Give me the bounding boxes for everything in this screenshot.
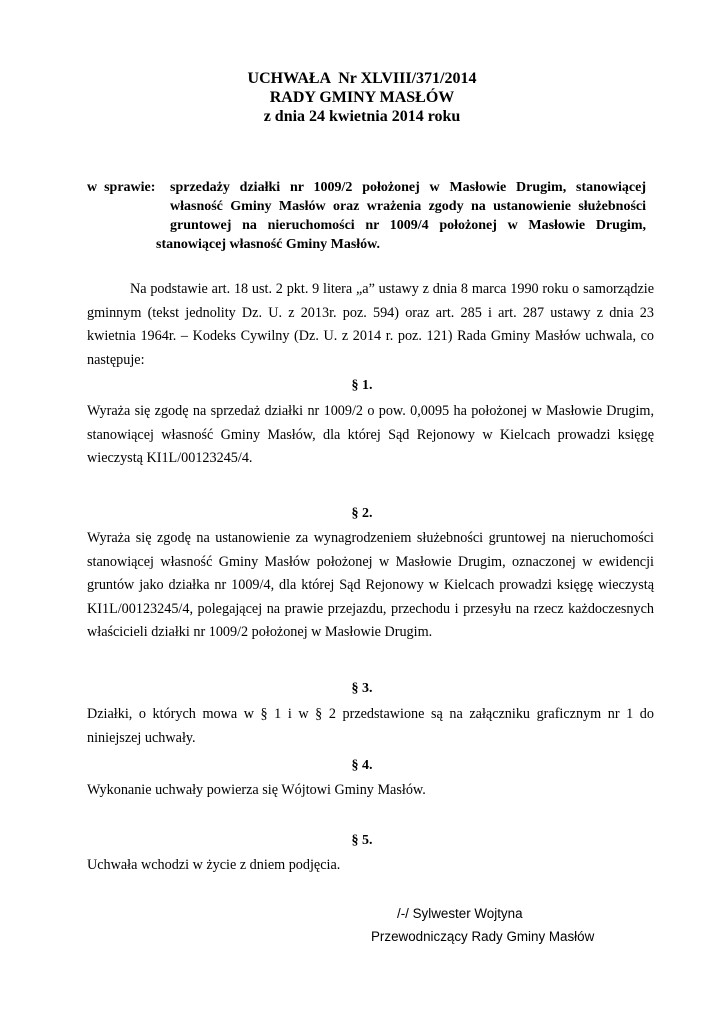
section-5-heading: § 5.	[351, 833, 373, 848]
section-4-text: Wykonanie uchwały powierza się Wójtowi Gminy Masłów.	[87, 782, 426, 798]
section-2-text: Wyraża się zgodę na ustanowienie za wynagrodzeniem służebności gruntowej na nieruchomości stanowiącej własność Gminy Masłów położonej w Masłowie Drugim, oznaczonej w ewidencji gruntów jako działka nr 1009/4, dla której Sąd Rejonowy w Kielcach prowadzi księgę wieczystą KI1L/00123245/4, polegającej na prawie przejazdu, przechodu i przesyłu na rzecz każdoczesnych właścicieli działki nr 1009/2 położonej w Masłowie Drugim.	[87, 530, 654, 641]
resolution-date: z dnia 24 kwietnia 2014 roku	[263, 108, 461, 125]
resolution-title	[0, 69, 724, 126]
signature-role: Przewodniczący Rady Gminy Masłów	[371, 929, 595, 944]
preamble-paragraph: Na podstawie art. 18 ust. 2 pkt. 9 litera „a” ustawy z dnia 8 marca 1990 roku o samorządzie gminnym (tekst jednolity Dz. U. z 2013r. poz. 594) oraz art. 285 i art. 287 ustawy z dnia 23 kwietnia 1964r. – Kodeks Cywilny (Dz. U. z 2014 r. poz. 121) Rada Gminy Masłów uchwala, co następuje:	[87, 281, 654, 368]
section-5-text: Uchwała wchodzi w życie z dniem podjęcia.	[87, 857, 341, 873]
section-4-heading: § 4.	[351, 758, 373, 773]
resolution-number: UCHWAŁA Nr XLVIII/371/2014	[247, 70, 477, 87]
section-2-heading: § 2.	[351, 506, 373, 521]
subject-text-last: stanowiącej własność Gminy Masłów.	[156, 237, 380, 252]
subject-text: sprzedaży działki nr 1009/2 położonej w Masłowie Drugim, stanowiącej własność Gminy Masłów oraz wrażenia zgody na ustanowienie służebności gruntowej na nieruchomości nr 1009/4 położonej w Masłowie Drugim,	[170, 180, 646, 233]
subject-text-block	[156, 178, 646, 254]
section-3-heading: § 3.	[351, 681, 373, 696]
section-1-text: Wyraża się zgodę na sprzedaż działki nr 1009/2 o pow. 0,0095 ha położonej w Masłowie Drugim, stanowiącej własność Gminy Masłów, dla której Sąd Rejonowy w Kielcach prowadzi księgę wieczystą KI1L/00123245/4.	[87, 403, 654, 467]
section-3-text: Działki, o których mowa w § 1 i w § 2 przedstawione są na załączniku graficznym nr 1 do niniejszej uchwały.	[87, 706, 654, 746]
section-1-heading: § 1.	[351, 378, 373, 393]
council-name: RADY GMINY MASŁÓW	[269, 89, 455, 106]
subject-lead: w sprawie:	[87, 180, 156, 195]
signature-name: /-/ Sylwester Wojtyna	[397, 906, 523, 921]
